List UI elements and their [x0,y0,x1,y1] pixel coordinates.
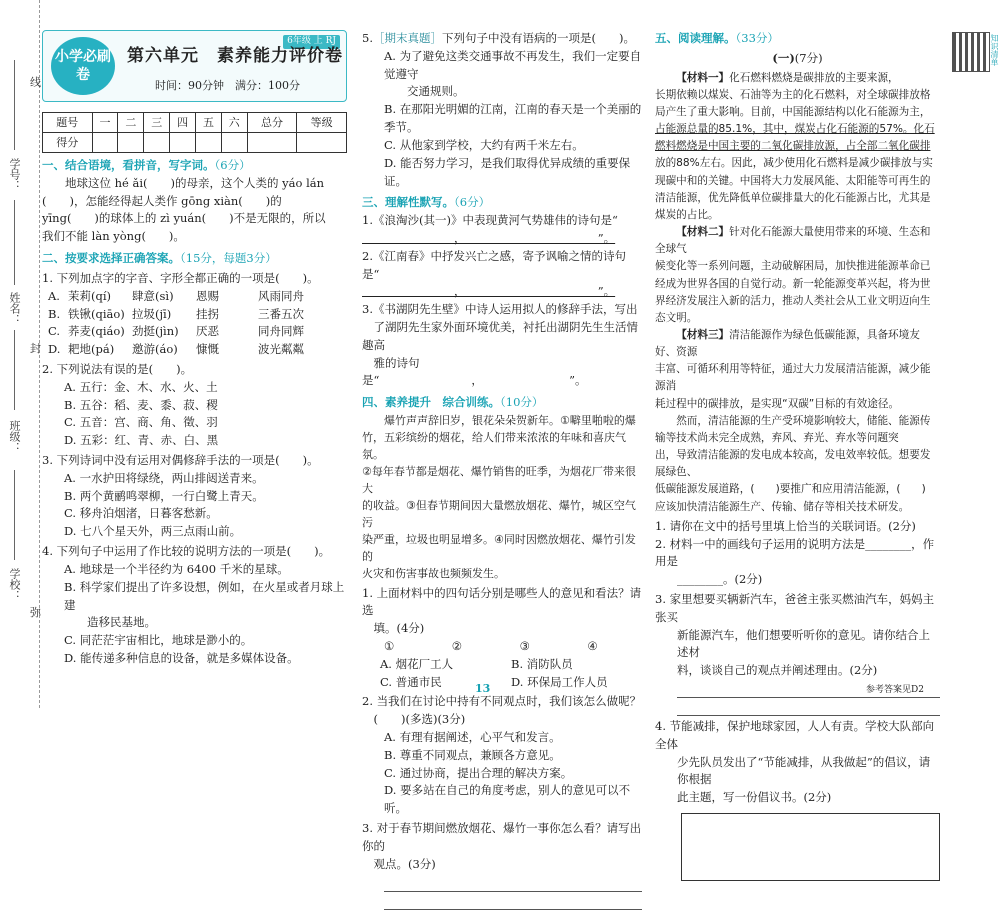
material-1-line: 放的88%左右。因此，减少使用化石燃料是减少碳排放与实 [655,157,933,170]
id-line [14,60,15,150]
class-line [14,330,15,410]
s4-q1-options [362,656,642,692]
answer-line[interactable] [384,874,642,892]
material-1-line: 【材料一】化石燃料燃烧是碳排放的主要来源， [676,71,899,84]
s4-q3-stem: 3. 对于春节期间燃放烟花、爆竹一事你怎么看？请写出你的 [362,821,642,853]
s2-q2-option[interactable]: B. 五谷：稻、麦、黍、菽、稷 [64,397,218,412]
proposal-answer-box[interactable] [681,813,940,881]
material-2-line: 经成为世界各国的自觉行动。新一轮能源变革兴起，将为世 [655,277,931,290]
material-2-line: 【材料二】针对化石能源大量使用带来的环境、生态和全球气 [655,226,931,256]
s1-line: yīng( )的球体上的 zì yuán( )不是无限的，所以 [42,211,326,226]
s4-q1-option[interactable]: C. 普通市民 [380,674,442,689]
material-2-line: 候变化等一系列问题，主动破解困局，加快推进能源革命已 [655,260,931,273]
s5-materials [655,70,940,516]
column-1 [42,30,347,668]
material-1-line: 长期依赖以煤炭、石油等为主的化石燃料，对全球碳排放格 [655,88,931,101]
s2-q2-option[interactable]: C. 五音：宫、商、角、徵、羽 [64,415,218,430]
table-cell: 等级 [297,113,347,133]
table-cell: 三 [144,113,170,133]
table-cell: 五 [196,113,222,133]
school-line [14,470,15,560]
name-label: 姓名： [8,292,22,325]
s2-q5-option[interactable]: A. 为了避免这类交通事故不再发生，我们一定要自觉遵守 [384,48,642,81]
s3-blank-line[interactable]: ， ”。 [362,284,616,299]
score-input-cell[interactable] [221,133,247,153]
s1-line: 我们不能 làn yòng( )。 [42,229,185,244]
s5-q4-cont: 此主题，写一份倡议书。(2分) [677,790,832,805]
s2-q4-option: 造移民基地。 [64,615,156,630]
id-label: 学号： [8,158,22,191]
s4-q2-option[interactable]: B. 尊重不同观点，兼顾各方意见。 [384,747,561,762]
section-5-title: 五、阅读理解。（33分） [655,31,779,45]
s3-line: 3.《书湖阴先生壁》中诗人运用拟人的修辞手法，写出 [362,302,638,317]
s4-q1-option[interactable]: D. 环保局工作人员 [511,674,608,689]
material-3-line: 应该加快清洁能源生产、传输、储存等相关技术研发。 [655,500,910,513]
s2-q4-option[interactable]: C. 同茫茫宇宙相比，地球是渺小的。 [64,633,253,648]
s4-q2-option[interactable]: C. 通过协商，提出合理的解决方案。 [384,765,573,780]
s2-q3-option[interactable]: D. 七八个星天外，两三点雨山前。 [64,524,242,539]
table-row [43,113,347,133]
s3-line: 2.《江南春》中抒发兴亡之感，寄予讽喻之情的诗句是“ [362,248,626,281]
s2-q5-option[interactable]: B. 在那阳光明媚的江南，江南的春天是一个美丽的季节。 [384,102,642,135]
answer-reference: 参考答案见D2 [866,685,924,695]
exam-info: 时间：90分钟 满分：100分 [155,79,300,92]
name-line [14,200,15,285]
class-label: 班级： [8,420,22,453]
s2-q3-option[interactable]: A. 一水护田将绿绕，两山排闼送青来。 [64,470,264,485]
material-3-line: 出，导致清洁能源的发电成本较高，发电效率较低。想要发展绿色、 [655,449,931,479]
binding-strip [0,0,40,708]
s3-blank-line[interactable]: ， ”。 [362,230,616,245]
s4-q1-option[interactable]: B. 消防队员 [511,656,573,671]
score-table [42,112,347,153]
s2-q5-option[interactable]: D. 能否努力学习，是我们取得优异成绩的重要保证。 [384,155,631,188]
passage-1-heading: (一)(7分) [772,50,823,65]
s5-q4-cont: 少先队员发出了“节能减排，从我做起”的倡议，请你根据 [677,754,931,787]
s2-q5-option: 交通规则。 [384,84,465,99]
table-cell: 得分 [43,133,93,153]
s5-q1: 1. 请你在文中的括号里填上恰当的关联词语。(2分) [655,518,916,533]
s2-q4-stem: 4. 下列句子中运用了作比较的说明方法的一项是( )。 [42,544,331,559]
table-cell: 二 [118,113,144,133]
s4-q2-option[interactable]: A. 有理有据阐述，心平气和发言。 [384,730,561,745]
material-3-line[interactable]: 低碳能源发展道路，( )要推广和应用清洁能源，( ) [655,483,926,496]
score-input-cell[interactable] [118,133,144,153]
passage-line: ②每年春节都是烟花、爆竹销售的旺季，为烟花厂带来很大 [362,465,636,496]
s3-line: 了湖阴先生家外面环境优美，衬托出湖阴先生生活情趣高 [362,320,638,352]
s2-q2-option[interactable]: A. 五行：金、木、水、火、土 [64,379,218,394]
s4-q1-slots[interactable]: ① ② ③ ④ [384,638,598,653]
bind-mark-line: 线 [30,76,41,89]
s2-q2-stem: 2. 下列说法有误的是( )。 [42,361,193,376]
table-cell: 一 [92,113,118,133]
material-1-line: 清洁能源，优先降低单位碳排量大的化石能源占比，尤其是 [655,191,931,204]
table-cell: 四 [170,113,196,133]
score-input-cell[interactable] [144,133,170,153]
s4-q3-stem-cont: 观点。(3分) [362,856,436,871]
material-3-line: 耗过程中的碳排放，是实现“双碳”目标的有效途径。 [655,397,900,410]
passage-line: 竹，五彩缤纷的烟花，给人们带来浓浓的年味和喜庆气氛。 [362,431,626,462]
table-cell: 总分 [247,113,297,133]
table-cell: 六 [221,113,247,133]
s2-q1-stem: 1. 下列加点字的字音、字形全都正确的一项是( )。 [42,270,319,285]
section-4-title: 四、素养提升 综合训练。（10分） [362,395,544,410]
answer-line[interactable] [677,698,940,716]
qr-label: 知识清单 [990,34,999,66]
exam-tag: ［期末真题］ [372,31,442,45]
section-2-title: 二、按要求选择正确答案。（15分，每题3分） [42,251,277,266]
passage-line: 爆竹声声辞旧岁，银花朵朵贺新年。①噼里啪啦的爆 [384,414,636,428]
score-input-cell[interactable] [170,133,196,153]
passage-line: 火灾和伤害事故也频频发生。 [362,567,505,581]
material-1-underlined: 燃料燃烧是中国主要的二氧化碳排放源，占全部二氧化碳排 [655,140,931,153]
s2-q1-option-c[interactable]: C. 荞麦(qiáo) 劲挺(jìn) 厌恶 同舟同辉 [48,324,304,339]
s4-q2-stem-cont: ( )(多选)(3分) [362,712,466,727]
answer-line[interactable] [384,892,642,910]
bind-mark-seal: 封 [30,342,41,355]
passage-line: 的收益。③但春节期间因大量燃放烟花、爆竹，城区空气污 [362,499,636,530]
qr-code-icon[interactable] [952,32,990,72]
table-row [43,133,347,153]
s4-q2-option[interactable]: D. 要多站在自己的角度考虑，别人的意见可以不听。 [384,783,631,816]
s2-q5-stem: 5.［期末真题］下列句子中没有语病的一项是( )。 [362,31,635,45]
material-1-line: 现碳中和的关键。中国将大力发展风能、太阳能等可再生的 [655,174,931,187]
column-3 [655,30,940,881]
material-1-underlined: 占能源总量的85.1%，其中，煤炭占化石能源的57%。化石 [655,123,935,136]
table-cell: 题号 [43,113,93,133]
exam-header [42,30,347,102]
s2-q4-option[interactable]: A. 地球是一个半径约为 6400 千米的星球。 [64,561,289,576]
s2-q5-option[interactable]: C. 从他家到学校，大约有两千米左右。 [384,137,584,152]
material-1-line: 煤炭的占比。 [655,208,719,221]
material-3-line: 【材料三】清洁能源作为绿色低碳能源，具备环境友好、资源 [655,328,920,359]
s2-q4-option[interactable]: D. 能传递多种信息的设备，就是多媒体设备。 [64,650,299,665]
bind-mark-fill: 弥 [30,606,41,619]
material-3-line: 然而，清洁能源的生产受环境影响较大，储能、能源传输等技术尚未完全成熟，弃风、弃光、弃水等问题突 [655,414,931,444]
score-input-cell[interactable] [92,133,118,153]
s5-q3-cont: 新能源汽车，他们想要听听你的意见。请你结合上述材 [677,627,930,660]
s4-passage [362,412,642,582]
material-1-line: 局产生了重大影响。目前，中国能源结构以化石能源为主， [655,105,931,118]
material-3-line: 丰富、可循环利用等特征，通过大力发展清洁能源，减少能源消 [655,363,931,393]
grade-tag: 6年级 上 RJ [283,35,340,49]
s5-q3-cont: 料，谈谈自己的观点并阐述理由。(2分) [677,663,878,678]
score-input-cell[interactable] [247,133,297,153]
s4-q2-stem: 2. 当我们在讨论中持有不同观点时，我们该怎么做呢？ [362,694,642,709]
school-label: 学校： [8,568,22,601]
s4-q1-stem: 1. 上面材料中的四句话分别是哪些人的意见和看法？请选 [362,585,642,618]
s5-q4: 4. 节能减排，保护地球家园，人人有责。学校大队部向全体 [655,719,935,751]
s2-q3-option[interactable]: B. 两个黄鹂鸣翠柳，一行白鹭上青天。 [64,488,264,503]
page-title: 第六单元 素养能力评价卷 [127,46,343,66]
page-number: 13 [475,682,491,695]
column-2 [362,30,642,910]
material-2-line: 界经济发展注入新的活力，推动人类社会从工业文明迈向生 [655,294,931,307]
score-input-cell[interactable] [196,133,222,153]
series-badge: 小学必刷卷 [51,37,115,95]
s3-blank-line[interactable]: 雅的诗句是“ ， ”。 [362,355,587,388]
s5-q2-cont[interactable]: ________。(2分) [677,572,763,587]
s2-q1-option-b[interactable]: B. 铁锹(qiāo) 拉圾(jī) 挂拐 三番五次 [48,306,304,321]
s4-q1-stem-cont: 填。(4分) [362,621,425,636]
s2-q2-option[interactable]: D. 五彩：红、青、赤、白、黑 [64,433,219,448]
score-input-cell[interactable] [297,133,347,153]
s5-q3: 3. 家里想要买辆新汽车，爸爸主张买燃油汽车，妈妈主张买 [655,591,935,624]
material-2-line: 态文明。 [655,311,698,324]
s1-line: 地球这位 hé ǎi( )的母亲，这个人类的 yáo lán [65,175,325,190]
s4-q1-option[interactable]: A. 烟花厂工人 [380,656,454,671]
passage-line: 染严重，垃圾也明显增多。④同时因燃放烟花、爆竹引发的 [362,533,636,564]
s2-q1-option-a[interactable]: A. 茉莉(qí) 肆意(sì) 恩赐 风雨同舟 [48,288,304,303]
s3-line: 1.《浪淘沙(其一)》中表现黄河气势雄伟的诗句是“ [362,213,618,228]
s2-q3-stem: 3. 下列诗词中没有运用对偶修辞手法的一项是( )。 [42,453,319,467]
section-1-title: 一、结合语境，看拼音，写字词。（6分） [42,158,251,172]
section-3-title: 三、理解性默写。（6分） [362,195,491,210]
s2-q1-option-d[interactable]: D. 耙地(pá) 邀游(áo) 慷慨 波光粼粼 [48,342,304,357]
s2-q3-option[interactable]: C. 移舟泊烟渚，日暮客愁新。 [64,506,218,521]
s2-q4-option[interactable]: B. 科学家们提出了许多设想，例如，在火星或者月球上建 [64,579,345,612]
s5-q2[interactable]: 2. 材料一中的画线句子运用的说明方法是________，作用是 [655,536,935,569]
s1-line: ( )，怎能经得起人类作 gōng xiàn( )的 [42,193,282,208]
